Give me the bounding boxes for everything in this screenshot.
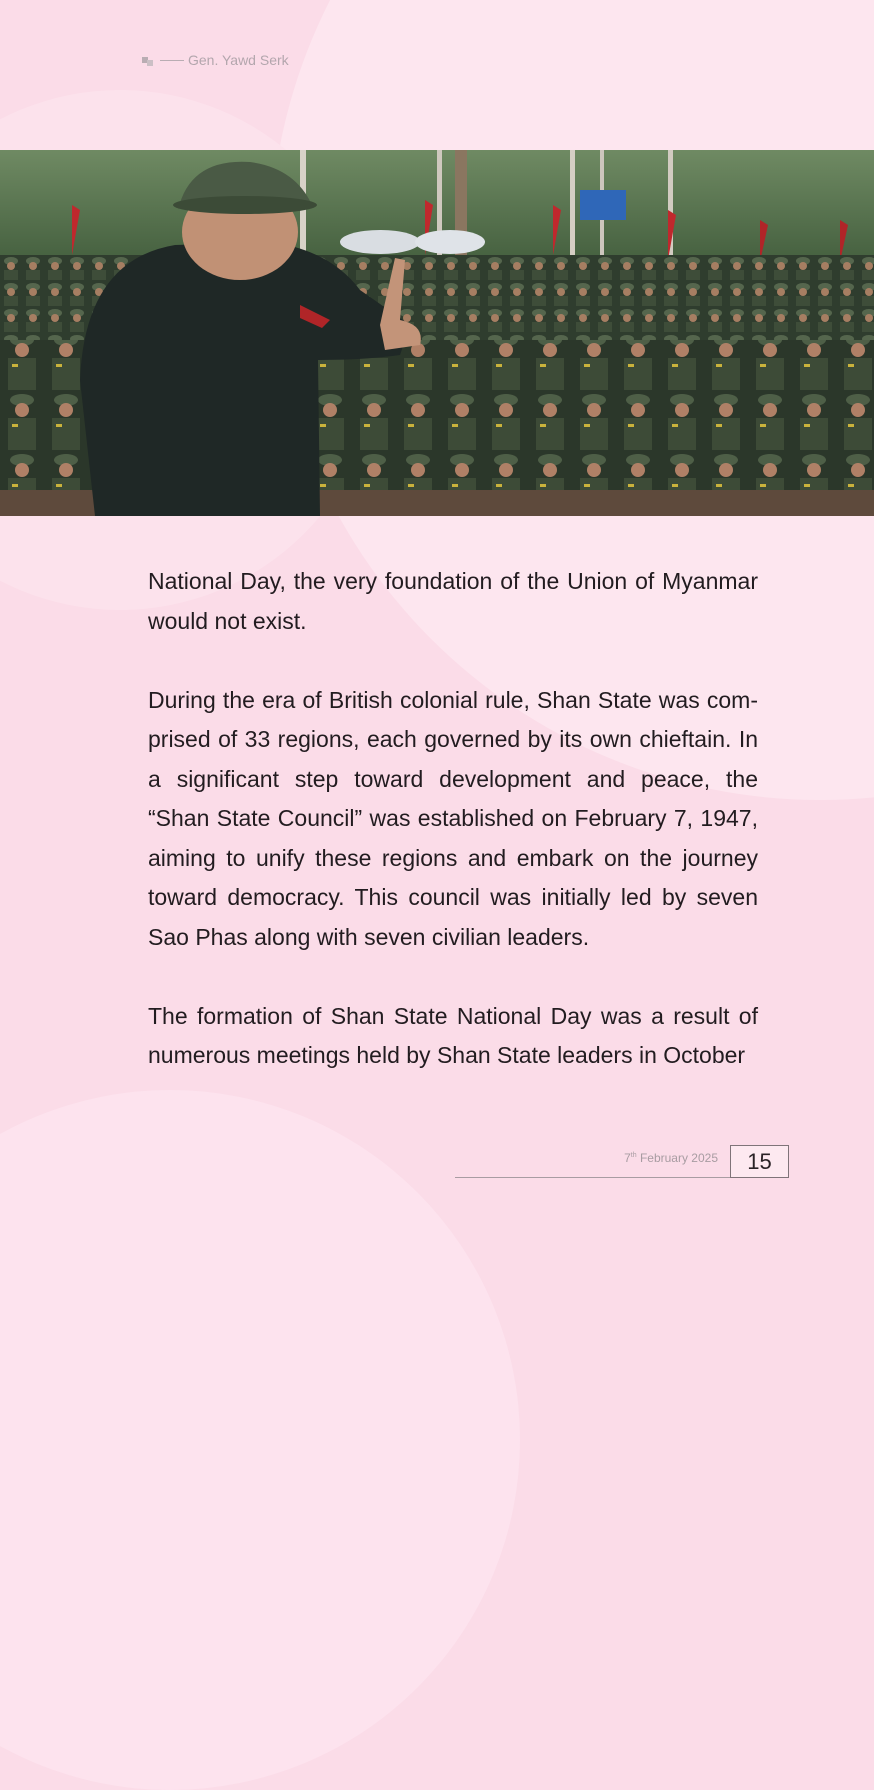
page-number: 15 bbox=[730, 1145, 789, 1178]
author-divider bbox=[160, 60, 184, 61]
quote-icon bbox=[142, 53, 156, 67]
author-name: Gen. Yawd Serk bbox=[188, 52, 289, 68]
background-circle bbox=[0, 1090, 520, 1790]
paragraph: The formation of Shan State National Day was a result of numerous meetings held by Shan State leaders in October bbox=[148, 1002, 758, 1068]
photo-image bbox=[0, 150, 874, 516]
paragraph: During the era of British colonial rule, Shan State was com-prised of 33 regions, each governed by its own chieftain. In a significant step toward development and peace, the “Shan State Council” was established on February 7, 1947, aiming to unify these regions and embark on the journey toward democracy. This council was initially led by seven Sao Phas along with seven civilian leaders. bbox=[148, 686, 758, 950]
article-body bbox=[148, 562, 758, 1115]
footer-date: 7th February 2025 bbox=[624, 1151, 718, 1165]
article-photo bbox=[0, 150, 874, 516]
paragraph: National Day, the very foundation of the Union of Myanmar would not exist. bbox=[148, 568, 758, 634]
header-author bbox=[142, 50, 289, 70]
